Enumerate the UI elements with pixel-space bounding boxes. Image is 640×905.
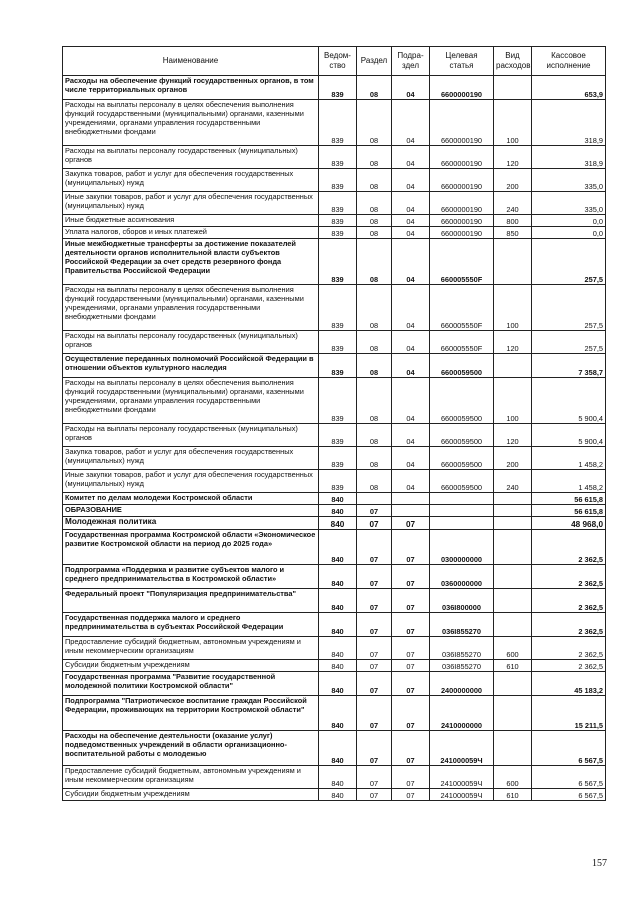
- table-row: [63, 100, 606, 146]
- cell-section: 07: [357, 637, 392, 660]
- cell-cash-execution: 6 567,5: [532, 789, 606, 801]
- header-department: Ведом- ство: [319, 47, 357, 76]
- cell-subsection: 07: [392, 660, 430, 672]
- cell-name: Государственная программа Костромской области «Экономическое развитие Костромской области на период до 2025 года»: [63, 530, 319, 565]
- cell-target-article: 0360000000: [430, 565, 494, 589]
- cell-expense-type: [494, 731, 532, 766]
- table-row: [63, 696, 606, 731]
- cell-cash-execution: 56 615,8: [532, 505, 606, 517]
- cell-cash-execution: 1 458,2: [532, 470, 606, 493]
- cell-expense-type: 600: [494, 766, 532, 789]
- cell-section: 07: [357, 789, 392, 801]
- cell-cash-execution: 48 968,0: [532, 517, 606, 530]
- header-expense-type: Вид расходов: [494, 47, 532, 76]
- cell-department: 839: [319, 76, 357, 100]
- cell-cash-execution: 2 362,5: [532, 660, 606, 672]
- cell-subsection: 04: [392, 76, 430, 100]
- cell-name: Государственная поддержка малого и среднего предпринимательства в субъектах Российской Федерации: [63, 613, 319, 637]
- cell-subsection: 04: [392, 146, 430, 169]
- cell-department: 840: [319, 789, 357, 801]
- cell-department: 839: [319, 169, 357, 192]
- budget-table-page: [62, 46, 605, 801]
- cell-target-article: 6600059500: [430, 378, 494, 424]
- cell-expense-type: 200: [494, 169, 532, 192]
- table-row: [63, 215, 606, 227]
- header-cash-execution: Кассовое исполнение: [532, 47, 606, 76]
- table-row: [63, 789, 606, 801]
- cell-section: 07: [357, 672, 392, 696]
- cell-expense-type: [494, 696, 532, 731]
- cell-expense-type: 200: [494, 447, 532, 470]
- header-name: Наименование: [63, 47, 319, 76]
- cell-subsection: 07: [392, 789, 430, 801]
- table-row: [63, 660, 606, 672]
- cell-name: Закупка товаров, работ и услуг для обеспечения государственных (муниципальных) нужд: [63, 447, 319, 470]
- cell-expense-type: 800: [494, 215, 532, 227]
- cell-department: 840: [319, 493, 357, 505]
- table-header-row: [63, 47, 606, 76]
- cell-name: Осуществление переданных полномочий Российской Федерации в отношении объектов культурного наследия: [63, 354, 319, 378]
- cell-expense-type: 120: [494, 331, 532, 354]
- cell-name: Подпрограмма «Поддержка и развитие субъектов малого и среднего предпринимательства в Костромской области»: [63, 565, 319, 589]
- cell-cash-execution: 2 362,5: [532, 530, 606, 565]
- cell-name: Расходы на выплаты персоналу государственных (муниципальных) органов: [63, 331, 319, 354]
- cell-section: [357, 493, 392, 505]
- cell-section: 07: [357, 731, 392, 766]
- cell-name: Расходы на выплаты персоналу государственных (муниципальных) органов: [63, 146, 319, 169]
- table-row: [63, 731, 606, 766]
- cell-department: 839: [319, 100, 357, 146]
- header-subsection: Подра- здел: [392, 47, 430, 76]
- cell-name: ОБРАЗОВАНИЕ: [63, 505, 319, 517]
- header-target-article: Целевая статья: [430, 47, 494, 76]
- cell-department: 839: [319, 227, 357, 239]
- table-row: [63, 530, 606, 565]
- cell-expense-type: 240: [494, 470, 532, 493]
- cell-department: 840: [319, 731, 357, 766]
- cell-subsection: 04: [392, 331, 430, 354]
- cell-department: 840: [319, 672, 357, 696]
- cell-department: 839: [319, 470, 357, 493]
- cell-department: 840: [319, 696, 357, 731]
- cell-cash-execution: 0,0: [532, 215, 606, 227]
- cell-cash-execution: 318,9: [532, 100, 606, 146]
- cell-target-article: 6600059500: [430, 424, 494, 447]
- cell-name: Расходы на выплаты персоналу в целях обеспечения выполнения функций государственными (муниципальными) органами, казенными учреждениями, органами управления государственными внебюджетными фондами: [63, 378, 319, 424]
- cell-target-article: 036I855270: [430, 660, 494, 672]
- cell-expense-type: [494, 493, 532, 505]
- cell-target-article: [430, 517, 494, 530]
- cell-department: 840: [319, 530, 357, 565]
- cell-cash-execution: 318,9: [532, 146, 606, 169]
- cell-section: 08: [357, 239, 392, 285]
- cell-section: 08: [357, 470, 392, 493]
- cell-target-article: 036I855270: [430, 613, 494, 637]
- cell-name: Субсидии бюджетным учреждениям: [63, 789, 319, 801]
- cell-cash-execution: 2 362,5: [532, 613, 606, 637]
- cell-section: 07: [357, 696, 392, 731]
- cell-section: 08: [357, 192, 392, 215]
- cell-department: 840: [319, 517, 357, 530]
- cell-subsection: 07: [392, 766, 430, 789]
- cell-expense-type: 850: [494, 227, 532, 239]
- table-row: [63, 76, 606, 100]
- cell-expense-type: 100: [494, 378, 532, 424]
- cell-target-article: 6600000190: [430, 76, 494, 100]
- cell-cash-execution: 6 567,5: [532, 766, 606, 789]
- cell-expense-type: [494, 589, 532, 613]
- cell-target-article: 660005550F: [430, 331, 494, 354]
- cell-cash-execution: 257,5: [532, 331, 606, 354]
- cell-name: Расходы на выплаты персоналу государственных (муниципальных) органов: [63, 424, 319, 447]
- cell-department: 839: [319, 331, 357, 354]
- cell-name: Расходы на выплаты персоналу в целях обеспечения выполнения функций государственными (муниципальными) органами, казенными учреждениями, органами управления государственными внебюджетными фондами: [63, 285, 319, 331]
- cell-cash-execution: 5 900,4: [532, 424, 606, 447]
- cell-expense-type: [494, 239, 532, 285]
- cell-section: 07: [357, 589, 392, 613]
- table-row: [63, 378, 606, 424]
- cell-cash-execution: 257,5: [532, 285, 606, 331]
- page-number: 157: [592, 858, 607, 869]
- table-row: [63, 227, 606, 239]
- cell-name: Расходы на обеспечение функций государственных органов, в том числе территориальных органов: [63, 76, 319, 100]
- cell-department: 839: [319, 447, 357, 470]
- cell-subsection: 04: [392, 227, 430, 239]
- cell-target-article: 2400000000: [430, 672, 494, 696]
- cell-subsection: 07: [392, 672, 430, 696]
- table-row: [63, 493, 606, 505]
- cell-target-article: 6600000190: [430, 100, 494, 146]
- cell-subsection: 07: [392, 613, 430, 637]
- cell-name: Подпрограмма "Патриотическое воспитание граждан Российской Федерации, проживающих на территории Костромской области": [63, 696, 319, 731]
- cell-target-article: 036I855270: [430, 637, 494, 660]
- cell-expense-type: [494, 672, 532, 696]
- cell-cash-execution: 2 362,5: [532, 589, 606, 613]
- cell-expense-type: 610: [494, 789, 532, 801]
- cell-target-article: 6600059500: [430, 447, 494, 470]
- cell-section: 08: [357, 215, 392, 227]
- table-row: [63, 447, 606, 470]
- table-row: [63, 169, 606, 192]
- cell-section: 08: [357, 378, 392, 424]
- cell-target-article: 0300000000: [430, 530, 494, 565]
- cell-name: Закупка товаров, работ и услуг для обеспечения государственных (муниципальных) нужд: [63, 169, 319, 192]
- cell-name: Расходы на выплаты персоналу в целях обеспечения выполнения функций государственными (муниципальными) органами, казенными учреждениями, органами управления государственными внебюджетными фондами: [63, 100, 319, 146]
- budget-table: [62, 46, 606, 801]
- cell-department: 839: [319, 354, 357, 378]
- cell-target-article: 6600059500: [430, 470, 494, 493]
- cell-cash-execution: 335,0: [532, 169, 606, 192]
- cell-subsection: 07: [392, 565, 430, 589]
- cell-subsection: 04: [392, 447, 430, 470]
- cell-subsection: 07: [392, 517, 430, 530]
- cell-target-article: 6600000190: [430, 146, 494, 169]
- cell-section: 08: [357, 227, 392, 239]
- cell-name: Предоставление субсидий бюджетным, автономным учреждениям и иным некоммерческим организациям: [63, 766, 319, 789]
- cell-subsection: 04: [392, 215, 430, 227]
- cell-subsection: 04: [392, 354, 430, 378]
- cell-section: 07: [357, 517, 392, 530]
- cell-expense-type: [494, 517, 532, 530]
- cell-section: 08: [357, 447, 392, 470]
- cell-section: 07: [357, 565, 392, 589]
- cell-cash-execution: 5 900,4: [532, 378, 606, 424]
- cell-cash-execution: 653,9: [532, 76, 606, 100]
- cell-target-article: [430, 493, 494, 505]
- cell-department: 839: [319, 285, 357, 331]
- cell-cash-execution: 2 362,5: [532, 637, 606, 660]
- cell-target-article: 241000059Ч: [430, 731, 494, 766]
- cell-name: Государственная программа "Развитие государственной молодежной политики Костромской области": [63, 672, 319, 696]
- cell-cash-execution: 2 362,5: [532, 565, 606, 589]
- cell-subsection: 04: [392, 470, 430, 493]
- cell-target-article: 6600000190: [430, 169, 494, 192]
- cell-subsection: 04: [392, 285, 430, 331]
- cell-target-article: 6600059500: [430, 354, 494, 378]
- cell-expense-type: [494, 76, 532, 100]
- table-row: [63, 470, 606, 493]
- cell-name: Молодежная политика: [63, 517, 319, 530]
- cell-section: 08: [357, 100, 392, 146]
- cell-subsection: 07: [392, 731, 430, 766]
- table-row: [63, 192, 606, 215]
- cell-name: Комитет по делам молодежи Костромской области: [63, 493, 319, 505]
- cell-target-article: 2410000000: [430, 696, 494, 731]
- cell-name: Предоставление субсидий бюджетным, автономным учреждениям и иным некоммерческим организациям: [63, 637, 319, 660]
- table-row: [63, 637, 606, 660]
- cell-section: 07: [357, 660, 392, 672]
- cell-section: 08: [357, 169, 392, 192]
- cell-expense-type: 610: [494, 660, 532, 672]
- table-row: [63, 239, 606, 285]
- cell-cash-execution: 335,0: [532, 192, 606, 215]
- cell-section: 08: [357, 331, 392, 354]
- cell-department: 839: [319, 424, 357, 447]
- cell-subsection: 04: [392, 169, 430, 192]
- cell-subsection: [392, 505, 430, 517]
- table-row: [63, 517, 606, 530]
- cell-subsection: 07: [392, 696, 430, 731]
- cell-target-article: 241000059Ч: [430, 789, 494, 801]
- cell-cash-execution: 6 567,5: [532, 731, 606, 766]
- cell-cash-execution: 1 458,2: [532, 447, 606, 470]
- cell-target-article: [430, 505, 494, 517]
- cell-subsection: 04: [392, 378, 430, 424]
- cell-section: 07: [357, 530, 392, 565]
- cell-section: 08: [357, 354, 392, 378]
- cell-name: Иные межбюджетные трансферты за достижение показателей деятельности органов исполнительной власти субъектов Российской Федерации за счет средств резервного фонда Правительства Российской Федерации: [63, 239, 319, 285]
- cell-target-article: 241000059Ч: [430, 766, 494, 789]
- cell-section: 08: [357, 146, 392, 169]
- cell-section: 08: [357, 76, 392, 100]
- cell-subsection: 04: [392, 424, 430, 447]
- cell-name: Иные закупки товаров, работ и услуг для обеспечения государственных (муниципальных) нужд: [63, 470, 319, 493]
- cell-target-article: 6600000190: [430, 227, 494, 239]
- cell-name: Субсидии бюджетным учреждениям: [63, 660, 319, 672]
- cell-section: 08: [357, 424, 392, 447]
- table-row: [63, 565, 606, 589]
- cell-cash-execution: 45 183,2: [532, 672, 606, 696]
- cell-section: 07: [357, 505, 392, 517]
- cell-expense-type: [494, 354, 532, 378]
- cell-department: 840: [319, 766, 357, 789]
- cell-cash-execution: 0,0: [532, 227, 606, 239]
- cell-expense-type: [494, 505, 532, 517]
- cell-name: Уплата налогов, сборов и иных платежей: [63, 227, 319, 239]
- cell-expense-type: [494, 613, 532, 637]
- cell-target-article: 6600000190: [430, 215, 494, 227]
- cell-expense-type: 120: [494, 424, 532, 447]
- cell-cash-execution: 7 358,7: [532, 354, 606, 378]
- cell-expense-type: [494, 530, 532, 565]
- cell-name: Расходы на обеспечение деятельности (оказание услуг) подведомственных учреждений в области организационно-воспитательной работы с молодежью: [63, 731, 319, 766]
- cell-name: Иные закупки товаров, работ и услуг для обеспечения государственных (муниципальных) нужд: [63, 192, 319, 215]
- cell-department: 840: [319, 565, 357, 589]
- cell-subsection: 07: [392, 637, 430, 660]
- cell-department: 840: [319, 589, 357, 613]
- cell-expense-type: 240: [494, 192, 532, 215]
- cell-department: 839: [319, 192, 357, 215]
- cell-target-article: 660005550F: [430, 239, 494, 285]
- table-row: [63, 672, 606, 696]
- cell-cash-execution: 56 615,8: [532, 493, 606, 505]
- cell-name: Федеральный проект "Популяризация предпринимательства": [63, 589, 319, 613]
- cell-section: 08: [357, 285, 392, 331]
- table-row: [63, 146, 606, 169]
- table-row: [63, 613, 606, 637]
- cell-expense-type: 120: [494, 146, 532, 169]
- cell-department: 839: [319, 378, 357, 424]
- table-row: [63, 331, 606, 354]
- table-row: [63, 354, 606, 378]
- cell-department: 840: [319, 637, 357, 660]
- table-row: [63, 285, 606, 331]
- cell-section: 07: [357, 613, 392, 637]
- table-row: [63, 424, 606, 447]
- cell-target-article: 036I800000: [430, 589, 494, 613]
- cell-cash-execution: 257,5: [532, 239, 606, 285]
- cell-subsection: [392, 493, 430, 505]
- cell-expense-type: 100: [494, 100, 532, 146]
- table-row: [63, 589, 606, 613]
- cell-department: 839: [319, 239, 357, 285]
- cell-department: 840: [319, 660, 357, 672]
- cell-expense-type: 100: [494, 285, 532, 331]
- cell-name: Иные бюджетные ассигнования: [63, 215, 319, 227]
- cell-department: 840: [319, 613, 357, 637]
- cell-target-article: 6600000190: [430, 192, 494, 215]
- cell-cash-execution: 15 211,5: [532, 696, 606, 731]
- cell-section: 07: [357, 766, 392, 789]
- cell-department: 839: [319, 146, 357, 169]
- cell-expense-type: 600: [494, 637, 532, 660]
- cell-subsection: 07: [392, 589, 430, 613]
- cell-subsection: 04: [392, 192, 430, 215]
- cell-department: 840: [319, 505, 357, 517]
- cell-department: 839: [319, 215, 357, 227]
- cell-subsection: 07: [392, 530, 430, 565]
- cell-subsection: 04: [392, 239, 430, 285]
- header-section: Раздел: [357, 47, 392, 76]
- cell-expense-type: [494, 565, 532, 589]
- table-row: [63, 766, 606, 789]
- cell-target-article: 660005550F: [430, 285, 494, 331]
- table-row: [63, 505, 606, 517]
- cell-subsection: 04: [392, 100, 430, 146]
